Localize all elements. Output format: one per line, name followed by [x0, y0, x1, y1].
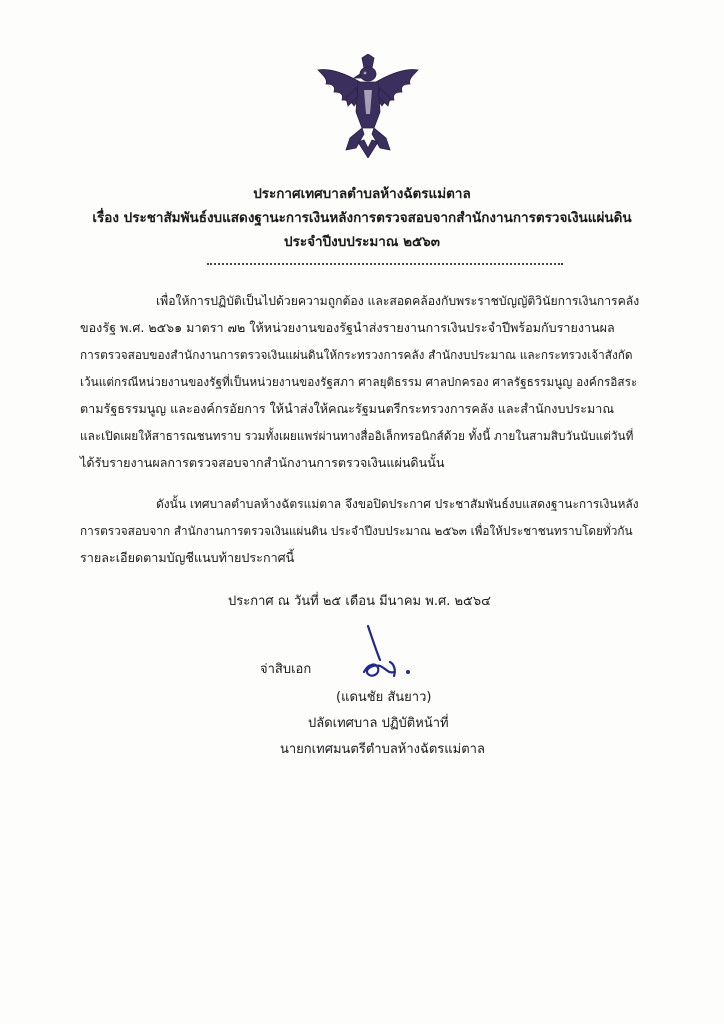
signer-rank: จ่าสิบเอก: [260, 662, 312, 677]
paragraph-line: การตรวจสอบของสำนักงานการตรวจเงินแผ่นดินให้กระทรวงการคลัง สำนักงบประมาณ และกระทรวงเจ้าสังกัด: [80, 348, 633, 362]
announcement-title: ประกาศเทศบาลตำบลห้างฉัตรแม่ตาล: [253, 186, 471, 202]
signer-position: ปลัดเทศบาล ปฏิบัติหน้าที่: [308, 716, 449, 731]
dotted-divider: [207, 263, 563, 265]
announcement-subject: เรื่อง ประชาสัมพันธ์งบแสดงฐานะการเงินหลังการตรวจสอบจากสำนักงานการตรวจเงินแผ่นดิน: [92, 210, 632, 226]
signer-name: (แดนชัย สันยาว): [336, 690, 432, 705]
paragraph-line: ได้รับรายงานผลการตรวจสอบจากสำนักงานการตรวจเงินแผ่นดินนั้น: [80, 455, 445, 470]
paragraph-line: เว้นแต่กรณีหน่วยงานของรัฐที่เป็นหน่วยงานของรัฐสภา ศาลยุติธรรม ศาลปกครอง ศาลรัฐธรรมนูญ องค์กรอิสระ: [80, 375, 638, 389]
garuda-emblem-icon: [312, 54, 424, 158]
paragraph-line: และเปิดเผยให้สาธารณชนทราบ รวมทั้งเผยแพร่ผ่านทางสื่ออิเล็กทรอนิกส์ด้วย ทั้งนี้ ภายในสามสิบวันนับแต่วันที่: [80, 429, 634, 443]
paragraph-line: รายละเอียดตามบัญชีแนบท้ายประกาศนี้: [80, 550, 295, 565]
paragraph-line: การตรวจสอบจาก สำนักงานการตรวจเงินแผ่นดิน ประจำปีงบประมาณ ๒๕๖๓ เพื่อให้ประชาชนทราบโดยทั่วกัน: [80, 524, 633, 538]
announcement-date: ประกาศ ณ วันที่ ๒๕ เดือน มีนาคม พ.ศ. ๒๕๖๔: [228, 594, 491, 609]
paragraph-line: ดังนั้น เทศบาลตำบลห้างฉัตรแม่ตาล จึงขอปิดประกาศ ประชาสัมพันธ์งบแสดงฐานะการเงินหลัง: [156, 497, 639, 511]
signer-acting-position: นายกเทศมนตรีตำบลห้างฉัตรแม่ตาล: [280, 742, 485, 757]
paragraph-line: เพื่อให้การปฏิบัติเป็นไปด้วยความถูกต้อง และสอดคล้องกับพระราชบัญญัติวินัยการเงินการคลัง: [156, 294, 640, 308]
paragraph-line: ของรัฐ พ.ศ. ๒๕๖๑ มาตรา ๗๒ ให้หน่วยงานของรัฐนำส่งรายงานการเงินประจำปีพร้อมกับรายงานผล: [80, 320, 615, 335]
fiscal-year: ประจำปีงบประมาณ ๒๕๖๓: [284, 234, 440, 250]
handwritten-signature-icon: [350, 624, 420, 686]
paragraph-line: ตามรัฐธรรมนูญ และองค์กรอัยการ ให้นำส่งให้คณะรัฐมนตรีกระทรวงการคลัง และสำนักงบประมาณ: [80, 401, 615, 416]
